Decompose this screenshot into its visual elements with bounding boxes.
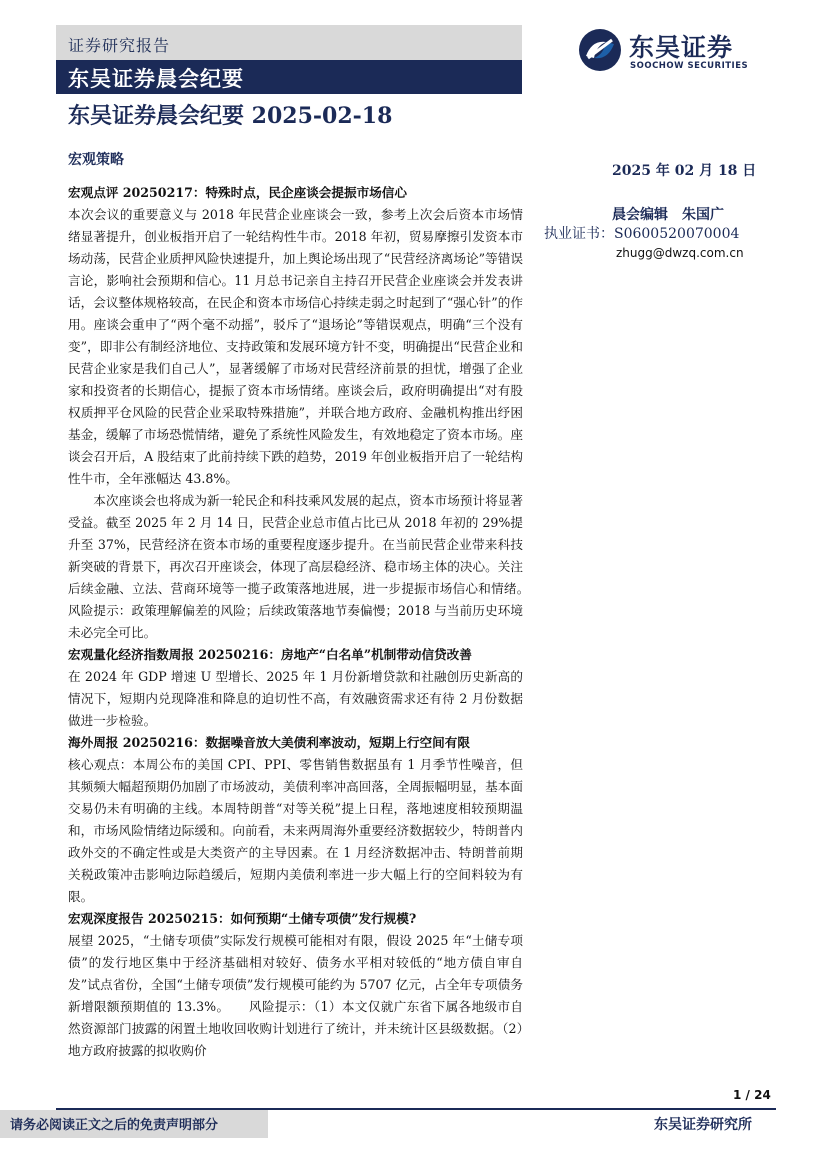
page-number: 1 / 24: [733, 1088, 771, 1102]
article-heading: 海外周报 20250216：数据噪音放大美债利率波动，短期上行空间有限: [68, 735, 470, 750]
article-paragraph: 本次会议的重要意义与 2018 年民营企业座谈会一致，参考上次会后资本市场情绪显著提升，创业板指开启了一轮结构性牛市。2018 年初，贸易摩擦引发资本市场动荡，民营企业质押风险快速提升，加上舆论场出现了“民营经济离场论”等错误言论，影响社会预期和信心。11 月总书记亲自主持召开民营企业座谈会并发表讲话，会议整体规格较高，在民企和资本市场信心持续走弱之时起到了“强心针”的作用。座谈会重申了“两个毫不动摇”，驳斥了“退场论”等错误观点，明确“三个没有变”，即非公有制经济地位、支持政策和发展环境方针不变，明确提出“民营企业和民营企业家是我们自己人”，显著缓解了市场对民营经济前景的担忧，增强了企业家和投资者的长期信心，提振了资本市场情绪。座谈会后，政府明确提出“对有股权质押平仓风险的民营企业采取特殊措施”，并联合地方政府、金融机构推出纾困基金，缓解了市场恐慌情绪，避免了系统性风险发生，有效地稳定了资本市场。座谈会召开后，A 股结束了此前持续下跌的趋势，2019 年创业板指开启了一轮结构性牛市，全年涨幅达 43.8%。: [68, 207, 523, 486]
article: [68, 644, 523, 732]
article-paragraph: 在 2024 年 GDP 增速 U 型增长、2025 年 1 月份新增贷款和社融创历史新高的情况下，短期内兑现降准和降息的迫切性不高，有效融资需求还有待 2 月份数据做进一步检验。: [68, 669, 523, 728]
logo-text-cn: 东吴证券: [629, 33, 734, 62]
logo-text-en: SOOCHOW SECURITIES: [630, 61, 749, 71]
editor-email: zhugg@dwzq.com.cn: [616, 246, 744, 260]
article-paragraph: 本次座谈会也将成为新一轮民企和科技乘风发展的起点，资本市场预计将显著受益。截至 2025 年 2 月 14 日，民营企业总市值占比已从 2018 年初的 29%提升至 37%，民营经济在资本市场的重要程度逐步提升。在当前民营企业带来科技新突破的背景下，再次召开座谈会，体现了高层稳经济、稳市场主体的决心。关注后续金融、立法、营商环境等一揽子政策落地进展，进一步提振市场信心和情绪。 风险提示：政策理解偏差的风险；后续政策落地节奏偏慢；2018 与当前历史环境未必完全可比。: [68, 493, 549, 640]
report-date: 2025 年 02 月 18 日: [612, 163, 757, 179]
series-name: 东吴证券晨会纪要: [68, 66, 244, 91]
article-heading: 宏观量化经济指数周报 20250216：房地产“白名单”机制带动信贷改善: [68, 647, 472, 662]
page-title: 东吴证券晨会纪要 2025-02-18: [68, 103, 393, 129]
article: [68, 182, 549, 644]
article: [68, 732, 523, 908]
section-category: 宏观策略: [68, 152, 124, 168]
editor-name: 晨会编辑 朱国广: [612, 207, 724, 223]
article-list: [68, 182, 549, 1062]
article-paragraph: 核心观点：本周公布的美国 CPI、PPI、零售销售数据虽有 1 月季节性噪音，但其频频大幅超预期仍加剧了市场波动，美债利率冲高回落，全周振幅明显，基本面交易仍未有明确的主线。本周特朗普“对等关税”提上日程，落地速度相较预期温和，市场风险情绪边际缓和。向前看，未来两周海外重要经济数据较少，特朗普内政外交的不确定性或是大类资产的主导因素。在 1 月经济数据冲击、特朗普前期关税政策冲击影响边际趋缓后，短期内美债利率进一步大幅上行的空间料较为有限。: [68, 757, 523, 904]
institute-name: 东吴证券研究所: [654, 1117, 752, 1133]
disclaimer-note: 请务必阅读正文之后的免责声明部分: [10, 1118, 219, 1133]
certificate-number: 执业证书：S0600520070004: [544, 226, 740, 242]
article-heading: 宏观点评 20250217：特殊时点，民企座谈会提振市场信心: [68, 185, 407, 200]
article-heading: 宏观深度报告 20250215：如何预期“土储专项债”发行规模?: [68, 911, 417, 926]
report-type-label: 证券研究报告: [68, 36, 171, 55]
article: [68, 908, 523, 1062]
article-paragraph: 展望 2025，“土储专项债”实际发行规模可能相对有限，假设 2025 年“土储专项债”的发行地区集中于经济基础相对较好、债务水平相对较低的“地方债自审自发”试点省份，全国“土储专项债”发行规模可能约为 5707 亿元，占全年专项债务新增限额预期值的 13.3%。 风险提示：（1）本文仅就广东省下属各地级市自然资源部门披露的闲置土地收回收购计划进行了统计，并未统计区县级数据。（2）地方政府披露的拟收购价: [68, 933, 523, 1058]
